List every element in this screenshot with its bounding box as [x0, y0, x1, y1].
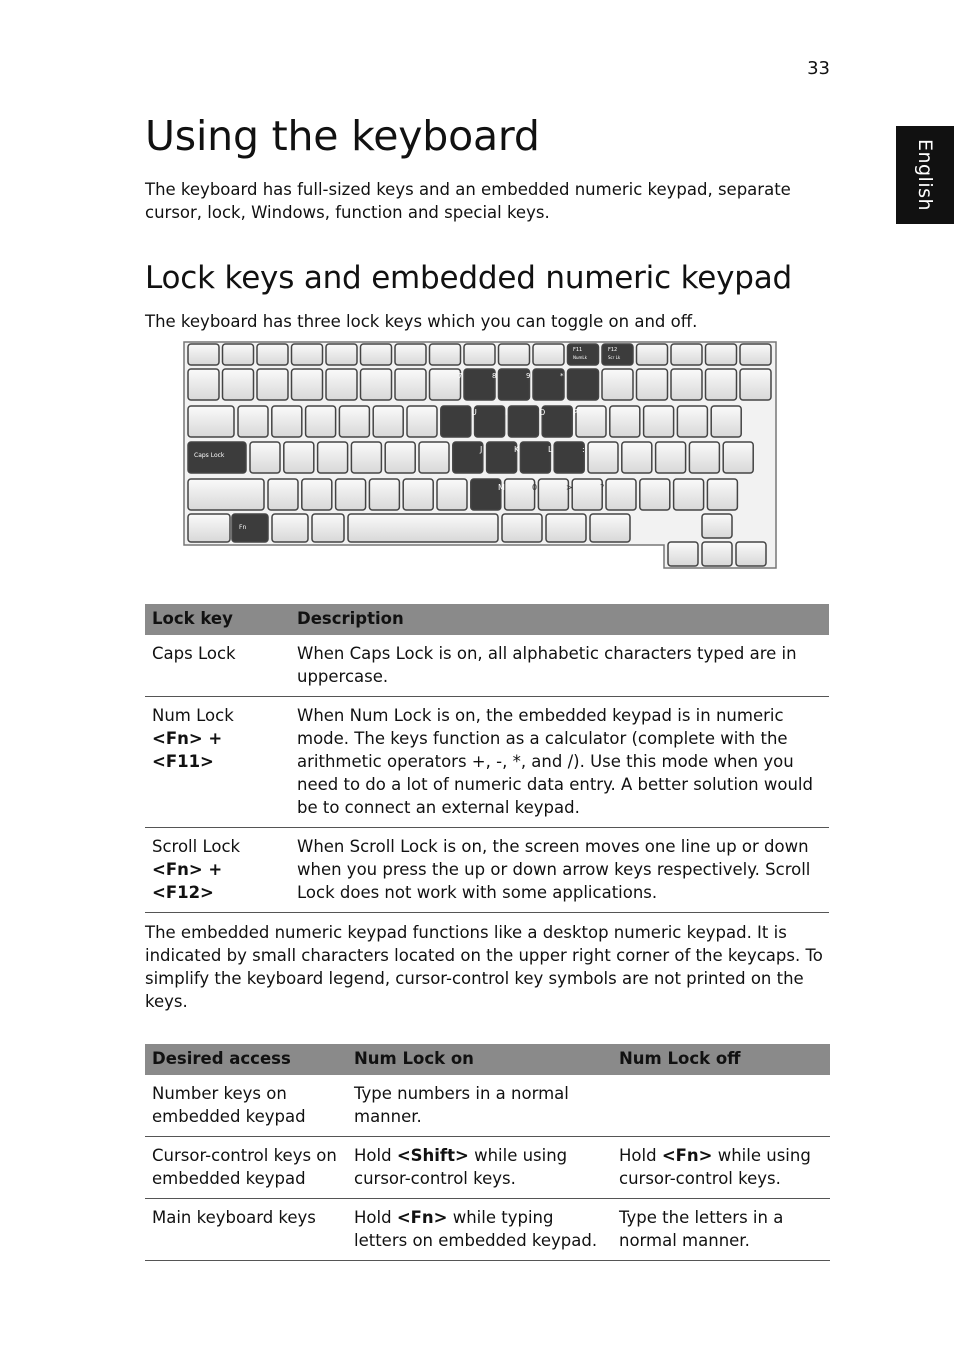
- cell-text: <Shift>: [396, 1146, 469, 1165]
- key: [606, 479, 636, 510]
- function-key: [706, 344, 737, 365]
- key-j-label: J: [480, 445, 483, 454]
- keypad-key: [554, 442, 584, 473]
- access-type-cell: Cursor-control keys on embedded keypad: [145, 1137, 347, 1199]
- column-header: Num Lock off: [612, 1044, 830, 1075]
- key: [272, 514, 308, 542]
- keypad-9-label: 9: [526, 372, 531, 380]
- keypad-paragraph: The embedded numeric keypad functions like a desktop numeric keypad. It is indicated by small characters located on the upper right corner of the keycaps. To simplify the keyboard legend, cursor-control key symbols are not printed on the keys.: [145, 923, 823, 1011]
- function-key: [533, 344, 564, 365]
- key: [706, 369, 737, 400]
- keypad-key: [520, 442, 550, 473]
- function-key: [499, 344, 530, 365]
- key-m-label: M: [498, 483, 505, 492]
- key: [689, 442, 719, 473]
- shift-key: [188, 479, 264, 510]
- key: [318, 442, 348, 473]
- table-row: [145, 1199, 830, 1261]
- key: [302, 479, 332, 510]
- key: [674, 479, 704, 510]
- key: [637, 369, 668, 400]
- table-row: [145, 828, 829, 913]
- num-lock-on-cell: [347, 1199, 612, 1261]
- cell-text: while using cursor-control keys.: [619, 1146, 811, 1188]
- keypad-key: [475, 406, 508, 437]
- key: [740, 369, 771, 400]
- keypad-7-label: 7: [458, 372, 463, 380]
- key: [272, 406, 302, 437]
- num-lock-on-cell: [347, 1137, 612, 1199]
- key: [403, 479, 433, 510]
- key: [677, 406, 707, 437]
- space-key: [348, 514, 498, 542]
- cell-text: Hold: [354, 1208, 397, 1227]
- key: [369, 479, 399, 510]
- numlk-key-label: NumLk: [573, 355, 587, 360]
- function-key: [671, 344, 702, 365]
- fn-key-label: Fn: [239, 524, 247, 531]
- lock-key-combo: <Fn> + <F11>: [152, 729, 223, 771]
- column-header: Num Lock on: [347, 1044, 612, 1075]
- cell-text: Type the letters in a normal manner.: [619, 1208, 784, 1250]
- key: [572, 479, 605, 510]
- fn-key: [232, 514, 268, 542]
- description-cell: When Caps Lock is on, all alphabetic characters typed are in uppercase.: [290, 635, 829, 697]
- key: [419, 442, 449, 473]
- access-type-cell: Main keyboard keys: [145, 1199, 347, 1261]
- key: [373, 406, 403, 437]
- key: [326, 369, 357, 400]
- key-o-label: O: [539, 408, 546, 417]
- page-number: 33: [807, 58, 830, 79]
- function-key: [464, 344, 495, 365]
- key: [602, 369, 633, 400]
- key: [306, 406, 336, 437]
- lock-key-name: Num Lock: [152, 706, 234, 725]
- key-gt-label: >: [566, 483, 573, 492]
- function-key: [257, 344, 288, 365]
- table-row: [145, 1075, 830, 1137]
- cell-text: while typing letters on embedded keypad.: [354, 1208, 598, 1250]
- function-key: [292, 344, 323, 365]
- num-lock-off-cell: [612, 1137, 830, 1199]
- key: [351, 442, 381, 473]
- key: [430, 369, 461, 400]
- key: [505, 479, 538, 510]
- language-tab-label: English: [914, 138, 937, 212]
- caps-lock-key-label: Caps Lock: [194, 452, 225, 459]
- table-row: [145, 697, 829, 828]
- key: [188, 369, 219, 400]
- arrow-down-key: [702, 542, 732, 566]
- keypad-key: [568, 369, 599, 400]
- key: [656, 442, 686, 473]
- key: [671, 369, 702, 400]
- function-key: [361, 344, 392, 365]
- keypad-key: [499, 369, 530, 400]
- page-title: Using the keyboard: [145, 112, 540, 160]
- key: [336, 479, 366, 510]
- function-key: [326, 344, 357, 365]
- table-row: [145, 635, 829, 697]
- access-table: [145, 1044, 830, 1261]
- access-type-cell: Number keys on embedded keypad: [145, 1075, 347, 1137]
- section-title: Lock keys and embedded numeric keypad: [145, 260, 793, 296]
- key: [407, 406, 437, 437]
- lock-key-cell: [145, 635, 290, 697]
- key: [395, 369, 426, 400]
- key: [339, 406, 369, 437]
- key: [292, 369, 323, 400]
- key-i-label: I: [505, 408, 508, 417]
- lock-key-combo: <Fn> + <F12>: [152, 860, 223, 902]
- key: [250, 442, 280, 473]
- table-row: [145, 1137, 830, 1199]
- keypad-key: [441, 406, 471, 437]
- function-key: [740, 344, 771, 365]
- keyboard-diagram: [180, 340, 780, 570]
- lock-key-name: Caps Lock: [152, 644, 236, 663]
- column-header: Lock key: [145, 604, 290, 635]
- key-colon-label: :: [582, 445, 585, 454]
- num-lock-off-cell: [612, 1199, 830, 1261]
- arrow-left-key: [668, 542, 698, 566]
- key-question-label: ?: [600, 483, 605, 492]
- key: [644, 406, 674, 437]
- cell-text: <Fn>: [661, 1146, 713, 1165]
- key-l-label: L: [548, 445, 553, 454]
- keypad-key: [453, 442, 483, 473]
- keypad-key: [464, 369, 495, 400]
- description-cell: When Num Lock is on, the embedded keypad is in numeric mode. The keys function as a calculator (complete with the arithmetic operators +, -, *, and /). Use this mode when you need to do a lot of numeric data entry. A better solution would be to connect an external keypad.: [290, 697, 829, 828]
- function-key: [430, 344, 461, 365]
- cell-text: Hold: [354, 1146, 397, 1165]
- key: [284, 442, 314, 473]
- scrlk-key-label: Scr Lk: [608, 355, 621, 360]
- key: [590, 514, 630, 542]
- table-header-row: [145, 1044, 830, 1075]
- key: [576, 406, 606, 437]
- key: [268, 479, 298, 510]
- key: [610, 406, 640, 437]
- key: [711, 406, 741, 437]
- key: [238, 406, 268, 437]
- key: [723, 442, 753, 473]
- ctrl-key: [188, 514, 230, 542]
- keypad-key: [487, 442, 517, 473]
- tab-key: [188, 406, 234, 437]
- cell-text: <Fn>: [396, 1208, 448, 1227]
- arrow-up-key: [702, 514, 732, 538]
- f12-key-label: F12: [608, 347, 618, 353]
- keypad-8-label: 8: [492, 372, 497, 380]
- table-header-row: [145, 604, 829, 635]
- description-cell: When Scroll Lock is on, the screen moves one line up or down when you press the up or down arrow keys respectively. Scroll Lock does not work with some applications.: [290, 828, 829, 913]
- keypad-key: [542, 406, 572, 437]
- key: [361, 369, 392, 400]
- lock-key-cell: [145, 697, 290, 828]
- keypad-star-label: *: [560, 372, 564, 380]
- column-header: Description: [290, 604, 829, 635]
- function-key: [395, 344, 426, 365]
- key-0-label: 0: [532, 483, 538, 492]
- key: [385, 442, 415, 473]
- lock-key-cell: [145, 828, 290, 913]
- keypad-key: [471, 479, 501, 510]
- language-tab: [896, 126, 954, 224]
- arrow-right-key: [736, 542, 766, 566]
- key: [538, 479, 568, 510]
- key-k-label: K: [514, 445, 520, 454]
- key-p-label: P: [573, 408, 578, 417]
- intro-paragraph: The keyboard has full-sized keys and an embedded numeric keypad, separate cursor, lock, Windows, function and special keys.: [145, 180, 791, 222]
- num-lock-off-cell: [612, 1075, 830, 1137]
- lock-key-name: Scroll Lock: [152, 837, 241, 856]
- key: [588, 442, 618, 473]
- keypad-key: [508, 406, 538, 437]
- lock-keys-table: [145, 604, 829, 913]
- key: [546, 514, 586, 542]
- key: [640, 479, 670, 510]
- key: [502, 514, 542, 542]
- section-intro: The keyboard has three lock keys which you can toggle on and off.: [145, 312, 698, 331]
- key: [257, 369, 288, 400]
- key: [437, 479, 467, 510]
- cell-text: while using cursor-control keys.: [354, 1146, 568, 1188]
- key: [622, 442, 652, 473]
- function-key: [188, 344, 219, 365]
- function-key: [223, 344, 254, 365]
- key: [312, 514, 344, 542]
- num-lock-on-cell: [347, 1075, 612, 1137]
- key: [223, 369, 254, 400]
- cell-text: Hold: [619, 1146, 662, 1165]
- function-key: [637, 344, 668, 365]
- f11-key-label: F11: [573, 347, 583, 353]
- key: [707, 479, 737, 510]
- cell-text: Type numbers in a normal manner.: [354, 1084, 569, 1126]
- key-u-label: U: [471, 408, 477, 417]
- column-header: Desired access: [145, 1044, 347, 1075]
